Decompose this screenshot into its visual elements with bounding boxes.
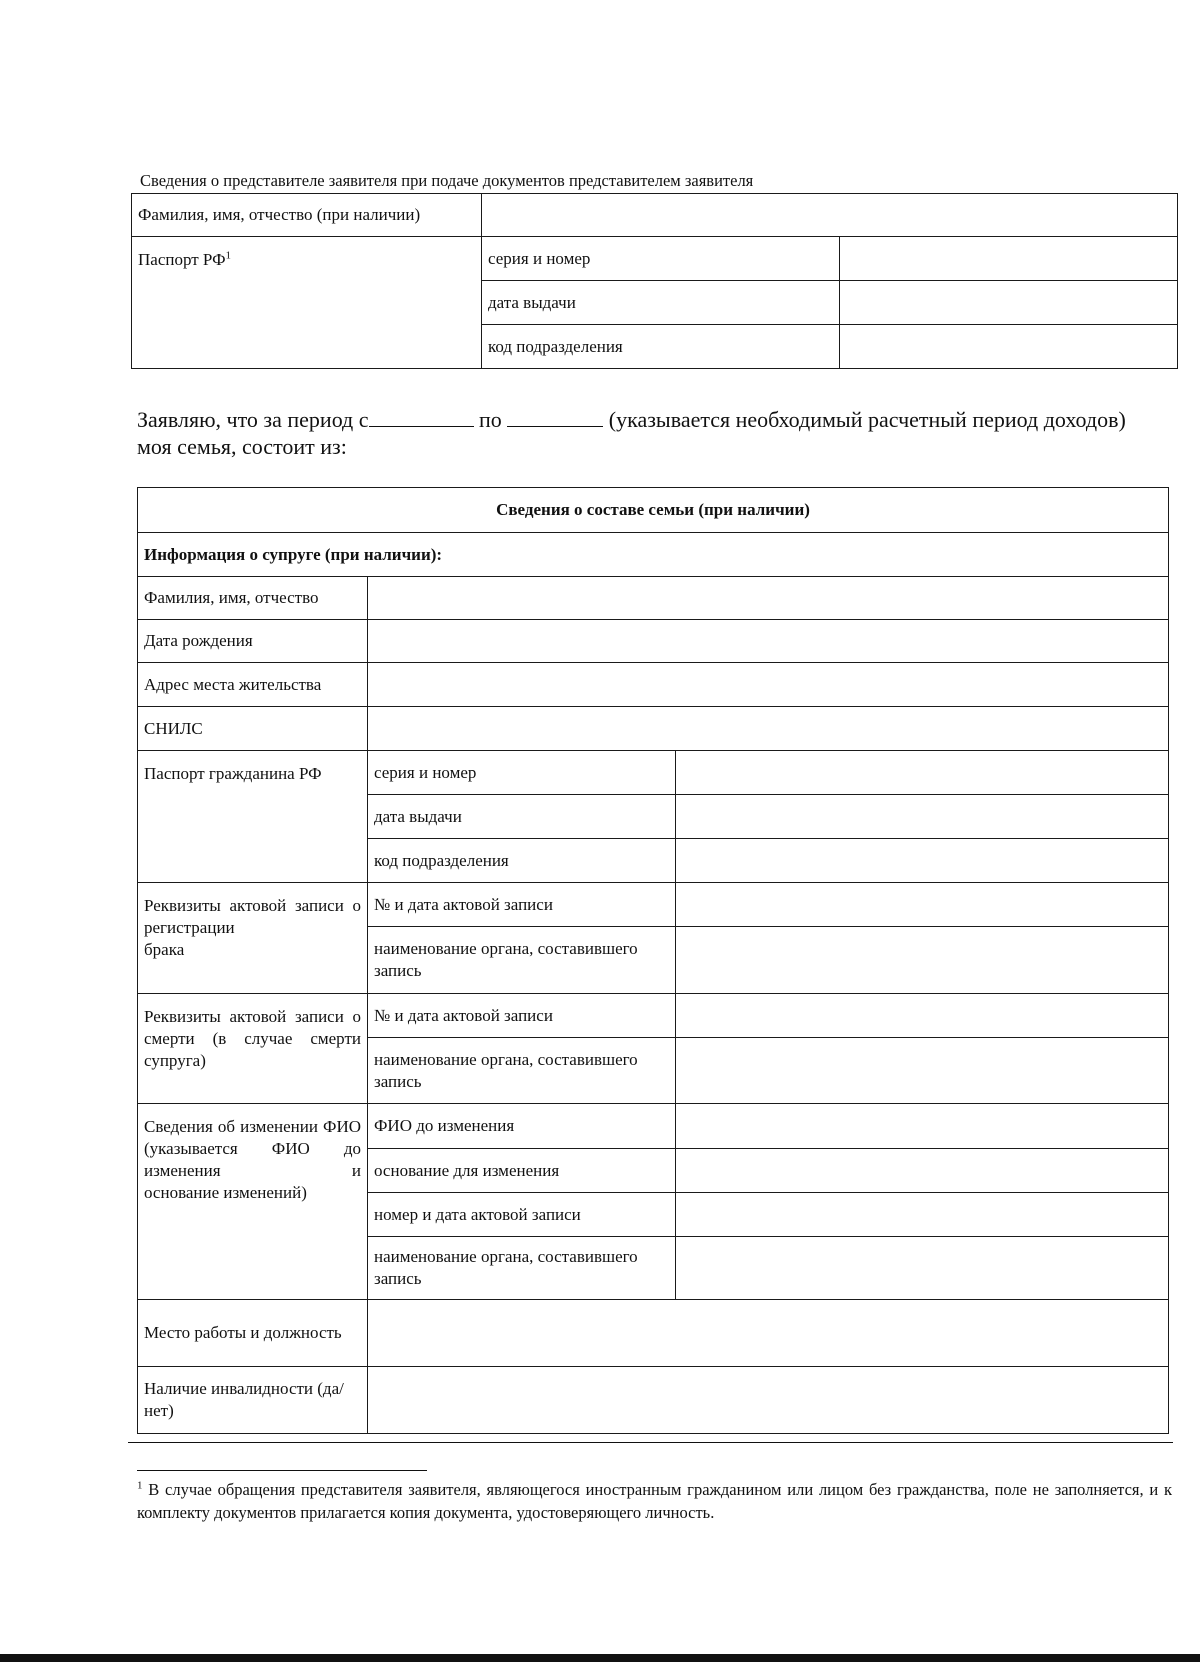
workplace-label: Место работы и должность <box>138 1300 368 1367</box>
workplace-field[interactable] <box>368 1300 1169 1367</box>
marriage-record-no-date-field[interactable] <box>676 883 1169 927</box>
spouse-issue-date-field[interactable] <box>676 795 1169 839</box>
spouse-passport-label: Паспорт гражданина РФ <box>138 751 368 883</box>
rep-division-code-field[interactable] <box>840 325 1178 369</box>
marriage-record-no-date-label: № и дата актовой записи <box>368 883 676 927</box>
spouse-division-code-label: код подразделения <box>368 839 676 883</box>
spouse-address-field[interactable] <box>368 663 1169 707</box>
declaration-part2: по <box>479 407 502 432</box>
spouse-snils-label: СНИЛС <box>138 707 368 751</box>
footnote-number: 1 <box>137 1479 143 1492</box>
change-authority-field[interactable] <box>676 1237 1169 1300</box>
spouse-address-label: Адрес места жительства <box>138 663 368 707</box>
spouse-fio-field[interactable] <box>368 577 1169 620</box>
rep-fio-label: Фамилия, имя, отчество (при наличии) <box>132 194 482 237</box>
disability-field[interactable] <box>368 1367 1169 1434</box>
rep-series-field[interactable] <box>840 237 1178 281</box>
spouse-heading: Информация о супруге (при наличии): <box>138 533 1169 577</box>
rep-issue-date-label: дата выдачи <box>482 281 840 325</box>
marriage-record-label-main: Реквизиты актовой записи о регистрации <box>144 896 361 937</box>
fio-before-field[interactable] <box>676 1104 1169 1149</box>
spouse-issue-date-label: дата выдачи <box>368 795 676 839</box>
fio-before-label: ФИО до изменения <box>368 1104 676 1149</box>
name-change-label <box>138 1104 368 1300</box>
footnote <box>137 1478 1172 1524</box>
spouse-birth-date-field[interactable] <box>368 620 1169 663</box>
scan-edge <box>0 1654 1200 1662</box>
change-record-field[interactable] <box>676 1193 1169 1237</box>
marriage-record-label <box>138 883 368 994</box>
footnote-text: В случае обращения представителя заявителя, являющегося иностранным гражданином или лицом без гражданства, поле не заполняется, и к комплекту документов прилагается копия документа, удостоверяющего личность. <box>137 1480 1173 1522</box>
declaration-part1: Заявляю, что за период с <box>137 407 369 432</box>
death-record-no-date-label: № и дата актовой записи <box>368 994 676 1038</box>
death-record-label-main: Реквизиты актовой записи о смерти (в случае смерти <box>144 1007 361 1048</box>
spouse-snils-field[interactable] <box>368 707 1169 751</box>
death-authority-label: наименование органа, составившего запись <box>368 1038 676 1104</box>
representative-caption: Сведения о представителе заявителя при подаче документов представителем заявителя <box>140 171 754 190</box>
death-authority-field[interactable] <box>676 1038 1169 1104</box>
declaration-text <box>137 406 1137 460</box>
page-rule <box>128 1442 1173 1443</box>
rep-issue-date-field[interactable] <box>840 281 1178 325</box>
name-change-label-main: Сведения об изменении ФИО (указывается ФИО до изменения и <box>144 1117 361 1180</box>
death-record-no-date-field[interactable] <box>676 994 1169 1038</box>
footnote-separator <box>137 1470 427 1471</box>
marriage-record-label-end: брака <box>144 940 185 959</box>
rep-passport-label-cell <box>132 237 482 369</box>
family-title: Сведения о составе семьи (при наличии) <box>138 488 1169 533</box>
death-record-label <box>138 994 368 1104</box>
rep-division-code-label: код подразделения <box>482 325 840 369</box>
change-basis-field[interactable] <box>676 1149 1169 1193</box>
change-record-label: номер и дата актовой записи <box>368 1193 676 1237</box>
spouse-fio-label: Фамилия, имя, отчество <box>138 577 368 620</box>
period-from-blank[interactable] <box>369 406 474 427</box>
death-record-label-end: супруга) <box>144 1051 206 1070</box>
disability-label: Наличие инвалидности (да/нет) <box>138 1367 368 1434</box>
spouse-series-field[interactable] <box>676 751 1169 795</box>
footnote-mark: 1 <box>225 249 232 262</box>
spouse-birth-date-label: Дата рождения <box>138 620 368 663</box>
marriage-authority-field[interactable] <box>676 927 1169 994</box>
rep-passport-label: Паспорт РФ <box>138 250 226 269</box>
change-authority-label: наименование органа, составившего запись <box>368 1237 676 1300</box>
family-table <box>137 487 1169 1434</box>
rep-series-label: серия и номер <box>482 237 840 281</box>
period-to-blank[interactable] <box>507 406 603 427</box>
marriage-authority-label: наименование органа, составившего запись <box>368 927 676 994</box>
name-change-label-end: основание изменений) <box>144 1183 307 1202</box>
spouse-division-code-field[interactable] <box>676 839 1169 883</box>
rep-fio-field[interactable] <box>482 194 1178 237</box>
change-basis-label: основание для изменения <box>368 1149 676 1193</box>
representative-table <box>131 193 1178 369</box>
declaration-part3: (указывается необходимый расчетный период доходов) моя семья, состоит из: <box>137 407 1126 459</box>
spouse-series-label: серия и номер <box>368 751 676 795</box>
